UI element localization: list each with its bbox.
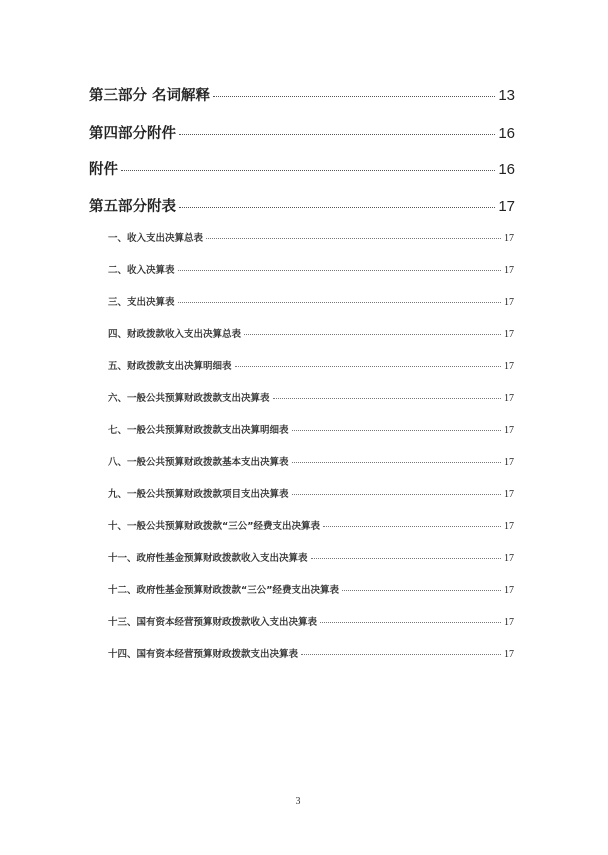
toc-subentry-page: 17 <box>504 265 514 276</box>
toc-subentry-page: 17 <box>504 329 514 340</box>
toc-entry-attachment[interactable] <box>89 158 515 179</box>
toc-leader-dots <box>292 462 501 463</box>
toc-leader-dots <box>206 238 501 239</box>
toc-subentry-label: 四、财政拨款收入支出决算总表 <box>108 329 242 340</box>
toc-subentry-page: 17 <box>504 297 514 308</box>
toc-subentry[interactable] <box>108 582 514 596</box>
toc-subentry-page: 17 <box>504 233 514 244</box>
toc-subentry-label: 八、一般公共预算财政拨款基本支出决算表 <box>108 457 289 468</box>
toc-subentry[interactable] <box>108 390 514 404</box>
toc-subentry-page: 17 <box>504 361 514 372</box>
toc-entry-page: 13 <box>498 87 515 104</box>
toc-subentry-label: 十一、政府性基金预算财政拨款收入支出决算表 <box>108 553 308 564</box>
toc-entry-label: 附件 <box>89 162 118 178</box>
toc-subentry-label: 一、收入支出决算总表 <box>108 233 204 244</box>
toc-subentry-label: 五、财政拨款支出决算明细表 <box>108 361 232 372</box>
toc-subentry-page: 17 <box>504 457 514 468</box>
toc-subentry[interactable] <box>108 646 514 660</box>
toc-subentry-page: 17 <box>504 489 514 500</box>
toc-subentry-page: 17 <box>504 393 514 404</box>
toc-entry-page: 17 <box>498 198 515 215</box>
toc-subentry-label: 十四、国有资本经营预算财政拨款支出决算表 <box>108 649 299 660</box>
toc-subentry[interactable] <box>108 518 514 532</box>
toc-leader-dots <box>179 134 495 135</box>
toc-subentry-label: 十三、国有资本经营预算财政拨款收入支出决算表 <box>108 617 318 628</box>
toc-entry-label: 第五部分附表 <box>89 199 176 215</box>
toc-entry-page: 16 <box>498 161 515 178</box>
toc-leader-dots <box>320 622 501 623</box>
toc-subentry-page: 17 <box>504 649 514 660</box>
toc-subentry[interactable] <box>108 262 514 276</box>
toc-leader-dots <box>213 96 495 97</box>
toc-leader-dots <box>273 398 501 399</box>
toc-entry-part4[interactable] <box>89 122 515 143</box>
toc-subentry-label: 十二、政府性基金预算财政拨款“三公”经费支出决算表 <box>108 585 339 596</box>
toc-entry-label: 第四部分附件 <box>89 126 176 142</box>
toc-subentry[interactable] <box>108 486 514 500</box>
toc-leader-dots <box>311 558 501 559</box>
toc-subentry[interactable] <box>108 422 514 436</box>
page-number: 3 <box>295 796 301 807</box>
toc-leader-dots <box>121 170 495 171</box>
toc-leader-dots <box>178 302 501 303</box>
toc-leader-dots <box>301 654 501 655</box>
toc-subentry[interactable] <box>108 358 514 372</box>
toc-entry-label: 第三部分 名词解释 <box>89 88 211 104</box>
toc-entry-part5[interactable] <box>89 195 515 216</box>
toc-leader-dots <box>244 334 501 335</box>
toc-subentry-label: 七、一般公共预算财政拨款支出决算明细表 <box>108 425 289 436</box>
toc-subentry-label: 九、一般公共预算财政拨款项目支出决算表 <box>108 489 289 500</box>
toc-entry-part3[interactable] <box>89 84 515 105</box>
toc-subentry-page: 17 <box>504 553 514 564</box>
toc-subentry-page: 17 <box>504 425 514 436</box>
toc-entry-page: 16 <box>498 125 515 142</box>
toc-subentry-page: 17 <box>504 521 514 532</box>
toc-subentry-label: 六、一般公共预算财政拨款支出决算表 <box>108 393 270 404</box>
toc-subentry-page: 17 <box>504 617 514 628</box>
toc-leader-dots <box>323 526 501 527</box>
toc-leader-dots <box>235 366 501 367</box>
toc-leader-dots <box>292 494 501 495</box>
toc-subentry-page: 17 <box>504 585 514 596</box>
toc-leader-dots <box>292 430 501 431</box>
toc-subentry[interactable] <box>108 550 514 564</box>
toc-leader-dots <box>179 207 495 208</box>
toc-subentry[interactable] <box>108 294 514 308</box>
toc-subentry-label: 二、收入决算表 <box>108 265 175 276</box>
toc-subentry[interactable] <box>108 454 514 468</box>
toc-subentry[interactable] <box>108 326 514 340</box>
toc-subentry-label: 十、一般公共预算财政拨款“三公”经费支出决算表 <box>108 521 320 532</box>
toc-leader-dots <box>178 270 501 271</box>
toc-subentry[interactable] <box>108 614 514 628</box>
toc-subentry-label: 三、支出决算表 <box>108 297 175 308</box>
toc-leader-dots <box>342 590 501 591</box>
toc-subentry[interactable] <box>108 230 514 244</box>
